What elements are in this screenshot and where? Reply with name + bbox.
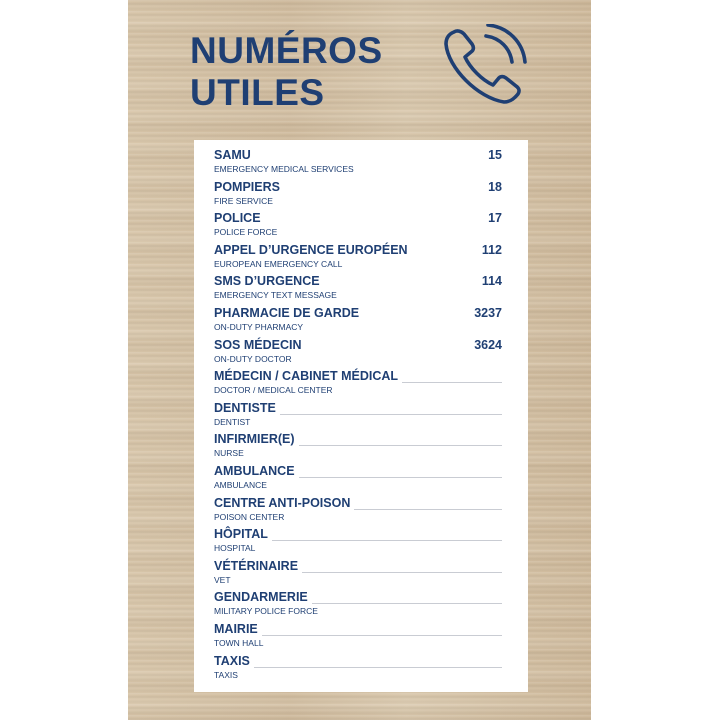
entry-name: MAIRIE xyxy=(214,622,258,636)
blank-number-line xyxy=(262,635,502,636)
entry-name: VÉTÉRINAIRE xyxy=(214,558,299,573)
title-line-2: UTILES xyxy=(190,72,325,113)
phone-list-entry xyxy=(214,180,502,210)
entry-name: TAXIS xyxy=(214,653,250,668)
entry-subtitle: FIRE SERVICE xyxy=(214,195,273,206)
entry-number: 112 xyxy=(481,242,502,257)
entry-name: POLICE xyxy=(214,211,261,226)
phone-list-entry xyxy=(214,211,502,241)
entry-subtitle: EMERGENCY MEDICAL SERVICES xyxy=(214,164,354,174)
phone-list-entry xyxy=(214,338,502,368)
entry-subtitle: ON-DUTY DOCTOR xyxy=(214,353,292,364)
entry-name: DENTISTE xyxy=(214,400,276,415)
blank-number-line xyxy=(354,509,502,510)
phone-icon xyxy=(440,24,528,110)
phone-list-entry xyxy=(214,464,502,494)
blank-number-line xyxy=(299,445,502,446)
blank-number-line xyxy=(272,540,502,541)
entry-name: MÉDECIN / CABINET MÉDICAL xyxy=(214,369,399,384)
entry-subtitle: EMERGENCY TEXT MESSAGE xyxy=(214,290,337,301)
entry-name: PHARMACIE DE GARDE xyxy=(214,306,360,320)
entry-name: APPEL D’URGENCE EUROPÉEN xyxy=(214,242,408,257)
phone-list-entry xyxy=(214,622,502,652)
entry-name: HÔPITAL xyxy=(214,527,268,542)
phone-list-entry xyxy=(214,306,502,336)
phone-list-entry xyxy=(214,559,502,589)
entry-subtitle: DOCTOR / MEDICAL CENTER xyxy=(214,385,333,396)
phone-list-entry xyxy=(214,496,502,526)
entry-name: GENDARMERIE xyxy=(214,590,308,605)
entry-subtitle: EUROPEAN EMERGENCY CALL xyxy=(214,258,343,269)
title-line-1: NUMÉROS xyxy=(190,30,383,71)
entry-name: SOS MÉDECIN xyxy=(214,337,302,352)
entry-number: 18 xyxy=(488,179,502,194)
phone-list-entry xyxy=(214,401,502,431)
blank-number-line xyxy=(302,572,502,573)
entry-name: AMBULANCE xyxy=(214,464,295,478)
phone-list-entry xyxy=(214,274,502,304)
entry-number: 17 xyxy=(488,211,502,226)
entry-number: 15 xyxy=(488,148,502,162)
entry-name: SAMU xyxy=(214,148,251,162)
blank-number-line xyxy=(402,382,502,383)
entry-subtitle: TOWN HALL xyxy=(214,638,264,648)
entry-name: SMS D’URGENCE xyxy=(214,274,320,289)
entry-name: CENTRE ANTI-POISON xyxy=(214,495,351,510)
phone-list-entry xyxy=(214,432,502,462)
entry-number: 3624 xyxy=(474,337,502,352)
phone-list-entry xyxy=(214,243,502,273)
entry-subtitle: TAXIS xyxy=(214,669,238,680)
page-title xyxy=(190,30,383,114)
blank-number-line xyxy=(280,414,502,415)
entry-subtitle: MILITARY POLICE FORCE xyxy=(214,606,318,617)
entry-subtitle: DENTIST xyxy=(214,416,251,427)
entry-name: POMPIERS xyxy=(214,179,280,194)
entry-subtitle: POISON CENTER xyxy=(214,511,285,522)
blank-number-line xyxy=(312,603,502,604)
entry-subtitle: ON-DUTY PHARMACY xyxy=(214,322,304,332)
entry-number: 114 xyxy=(481,274,502,289)
entry-number: 3237 xyxy=(474,306,502,320)
entry-subtitle: AMBULANCE xyxy=(214,480,267,490)
phone-list-entry xyxy=(214,148,502,178)
entry-subtitle: NURSE xyxy=(214,448,244,459)
entry-name: INFIRMIER(E) xyxy=(214,432,295,447)
phone-list-entry xyxy=(214,654,502,684)
phone-list-card xyxy=(194,140,528,692)
blank-number-line xyxy=(254,667,502,668)
entry-subtitle: POLICE FORCE xyxy=(214,227,278,238)
entry-subtitle: VET xyxy=(214,574,231,585)
phone-list-entry xyxy=(214,369,502,399)
phone-list-entry xyxy=(214,527,502,557)
blank-number-line xyxy=(299,477,502,478)
entry-subtitle: HOSPITAL xyxy=(214,543,256,554)
phone-list-entry xyxy=(214,590,502,620)
